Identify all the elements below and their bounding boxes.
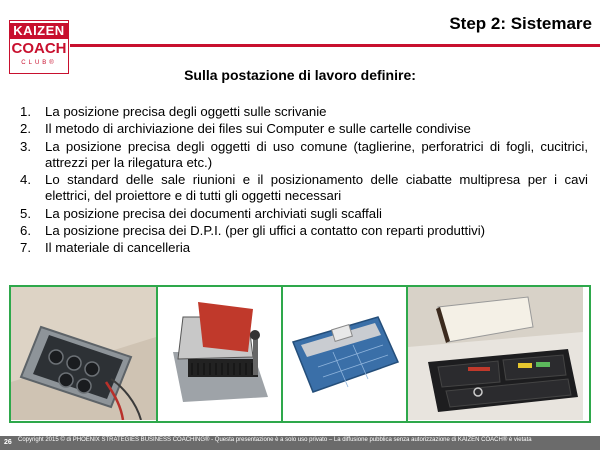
footer-bar [0,436,600,450]
slide-title: Step 2: Sistemare [449,14,592,33]
step-text: La posizione precisa degli oggetti sulle scrivanie [45,104,327,119]
step-text: La posizione precisa degli oggetti di uso comune (taglierine, perforatrici di fogli, cucitrici, attrezzi per la rilegatura etc.) [45,138,588,170]
step-number: 6. [20,223,31,239]
step-text: Lo standard delle sale riunioni e il posizionamento delle ciabatte multipresa per i cavi elettrici, del proiettore e di tutti gli oggetti necessari [45,172,588,204]
step-text: La posizione precisa dei documenti archiviati sugli scaffali [45,205,382,221]
step-text: La posizione precisa dei D.P.I. (per gli uffici a contatto con reparti produttivi) [45,223,486,239]
step-number: 1. [20,104,31,119]
copyright-notice: Copyright 2015 © di PHOENIX STRATEGIES BUSINESS COACHING® - Questa presentazione è a solo uso privato – La diffusione pubblica senza autorizzazione di KAIZEN COACH® è vietata [18,437,532,443]
kaizen-coach-logo [9,20,69,74]
paper-trimmer-icon [283,287,406,420]
logo-club-text: CLUB® [21,60,57,66]
step-item [20,240,588,256]
step-item [20,139,588,172]
step-text: Il metodo di archiviazione dei files sui Computer e sulle cartelle condivise [45,121,471,137]
desk-drawer-organizer-photo [408,287,589,421]
step-number: 7. [20,240,31,256]
step-number: 2. [20,121,31,137]
desk-power-outlet-icon [11,287,156,420]
page-number: 26 [4,439,12,446]
step-text: Il materiale di cancelleria [45,240,191,256]
logo-kaizen-text: KAIZEN [10,23,68,39]
title-divider [70,44,600,47]
image-gallery [9,285,591,423]
step-item [20,172,588,205]
step-number: 5. [20,205,31,221]
logo-coach-text: COACH [11,40,67,57]
step-number: 4. [20,172,31,188]
step-number: 3. [20,138,31,154]
step-item [20,206,588,222]
binding-machine-photo [158,287,283,421]
steps-list [20,104,588,258]
step-item [20,104,588,120]
slide-subtitle: Sulla postazione di lavoro definire: [184,67,416,83]
power-strip-photo [11,287,158,421]
step-item [20,223,588,239]
step-item [20,121,588,137]
binding-machine-icon [158,287,281,420]
paper-trimmer-photo [283,287,408,421]
drawer-organizer-icon [408,287,583,420]
